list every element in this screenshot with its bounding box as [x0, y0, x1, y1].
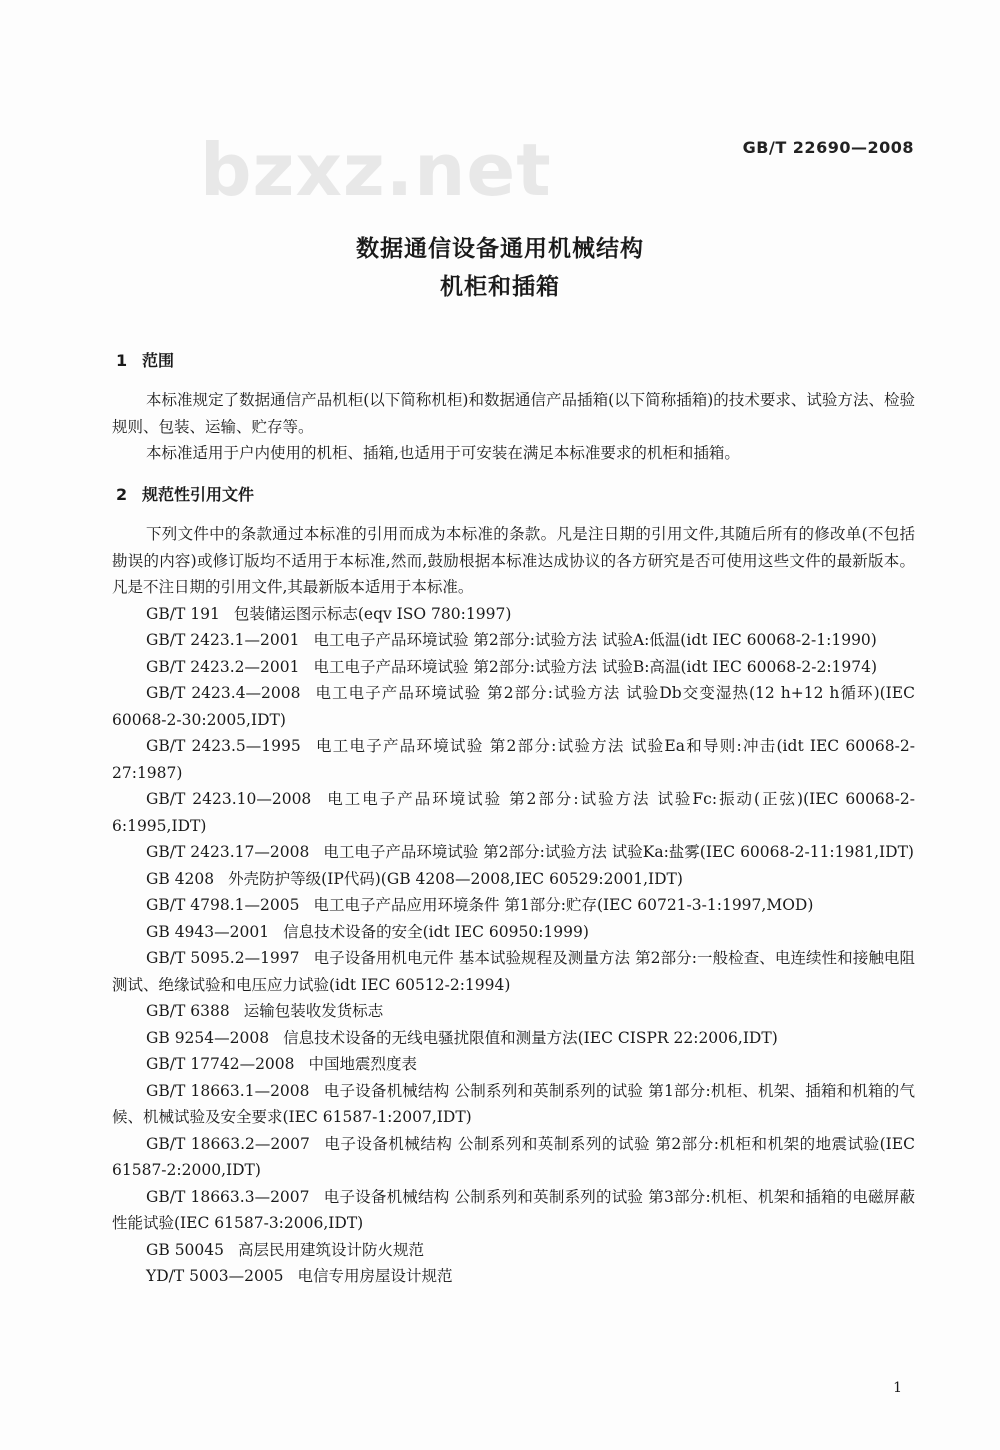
reference-title: 电信专用房屋设计规范	[297, 1267, 453, 1285]
reference-item	[112, 1078, 915, 1131]
reference-title: 信息技术设备的无线电骚扰限值和测量方法(IEC CISPR 22:2006,IDT)	[283, 1028, 778, 1047]
reference-item	[112, 733, 915, 786]
reference-code: GB/T 4798.1—2005	[146, 896, 300, 914]
paragraph: 本标准适用于户内使用的机柜、插箱,也适用于可安装在满足本标准要求的机柜和插箱。	[146, 444, 740, 462]
reference-code: GB/T 2423.2—2001	[146, 657, 300, 676]
paragraph: 本标准规定了数据通信产品机柜(以下简称机柜)和数据通信产品插箱(以下简称插箱)的技术要求、试验方法、检验规则、包装、运输、贮存等。	[112, 391, 915, 436]
reference-code: GB 50045	[146, 1240, 225, 1259]
reference-code: GB 4208	[146, 869, 215, 888]
document-subtitle: 机柜和插箱	[440, 274, 560, 300]
reference-code: GB/T 2423.5—1995	[146, 737, 301, 755]
reference-list	[112, 601, 915, 1290]
reference-title: 运输包装收发货标志	[243, 1002, 384, 1020]
reference-title: 电子设备机械结构 公制系列和英制系列的试验 第1部分:机柜、机架、插箱和机箱的气候、机械试验及安全要求(IEC 61587-1:2007,IDT)	[112, 1081, 915, 1126]
reference-code: GB/T 2423.1—2001	[146, 631, 300, 649]
page-number: 1	[893, 1380, 902, 1396]
reference-item	[112, 1025, 915, 1052]
watermark: bzxz.net	[200, 128, 552, 212]
reference-code: GB 4943—2001	[146, 922, 270, 941]
section-1-title: 范围	[142, 351, 175, 370]
reference-item	[112, 1051, 915, 1078]
reference-item	[112, 601, 915, 628]
reference-title: 电工电子产品环境试验 第2部分:试验方法 试验Ka:盐雾(IEC 60068-2-11:1981,IDT)	[323, 843, 914, 861]
reference-code: GB/T 2423.4—2008	[146, 684, 301, 702]
reference-item	[112, 627, 915, 654]
reference-code: GB/T 191	[146, 604, 220, 623]
reference-item	[112, 839, 915, 866]
reference-code: GB/T 18663.3—2007	[146, 1187, 310, 1206]
section-1-heading	[116, 348, 174, 371]
reference-title: 电工电子产品环境试验 第2部分:试验方法 试验Fc:振动(正弦)(IEC 60068-2-6:1995,IDT)	[112, 790, 915, 835]
section-1-body	[112, 387, 915, 467]
reference-code: GB/T 17742—2008	[146, 1055, 295, 1073]
reference-title: 电工电子产品应用环境条件 第1部分:贮存(IEC 60721-3-1:1997,MOD)	[313, 896, 814, 914]
reference-item	[112, 786, 915, 839]
reference-code: GB/T 18663.1—2008	[146, 1081, 310, 1100]
reference-item	[112, 945, 915, 998]
reference-title: 电工电子产品环境试验 第2部分:试验方法 试验Ea和导则:冲击(idt IEC 60068-2-27:1987)	[112, 737, 915, 782]
reference-title: 电工电子产品环境试验 第2部分:试验方法 试验B:高温(idt IEC 60068-2-2:1974)	[313, 657, 878, 676]
reference-code: GB/T 6388	[146, 1002, 230, 1020]
reference-title: 高层民用建筑设计防火规范	[238, 1240, 425, 1259]
reference-item	[112, 919, 915, 946]
section-2-number: 2	[116, 485, 128, 504]
reference-title: 电工电子产品环境试验 第2部分:试验方法 试验Db交变湿热(12 h+12 h循环)(IEC 60068-2-30:2005,IDT)	[112, 684, 915, 729]
document-title: 数据通信设备通用机械结构	[356, 236, 644, 262]
reference-item	[112, 998, 915, 1025]
reference-title: 电子设备机械结构 公制系列和英制系列的试验 第3部分:机柜、机架和插箱的电磁屏蔽性能试验(IEC 61587-3:2006,IDT)	[112, 1187, 915, 1232]
reference-item	[112, 892, 915, 919]
standard-code: GB/T 22690—2008	[742, 138, 914, 157]
section-2-heading	[116, 482, 254, 505]
reference-title: 外壳防护等级(IP代码)(GB 4208—2008,IEC 60529:2001,IDT)	[228, 869, 683, 888]
reference-code: GB/T 18663.2—2007	[146, 1134, 310, 1153]
reference-item	[112, 1263, 915, 1290]
section-2-body	[112, 521, 915, 1290]
reference-item	[112, 866, 915, 893]
reference-title: 中国地震烈度表	[308, 1055, 418, 1073]
section-2-title: 规范性引用文件	[142, 485, 255, 504]
reference-code: YD/T 5003—2005	[146, 1267, 284, 1285]
reference-code: GB 9254—2008	[146, 1028, 270, 1047]
reference-title: 电工电子产品环境试验 第2部分:试验方法 试验A:低温(idt IEC 60068-2-1:1990)	[313, 631, 877, 649]
reference-code: GB/T 5095.2—1997	[146, 949, 300, 967]
reference-code: GB/T 2423.17—2008	[146, 843, 310, 861]
reference-title: 电子设备用机电元件 基本试验规程及测量方法 第2部分:一般检查、电连续性和接触电阻测试、绝缘试验和电压应力试验(idt IEC 60512-2:1994)	[112, 949, 915, 994]
reference-title: 信息技术设备的安全(idt IEC 60950:1999)	[283, 922, 589, 941]
reference-item	[112, 1131, 915, 1184]
reference-item	[112, 680, 915, 733]
reference-item	[112, 654, 915, 681]
section-1-number: 1	[116, 351, 128, 370]
paragraph: 下列文件中的条款通过本标准的引用而成为本标准的条款。凡是注日期的引用文件,其随后所有的修改单(不包括勘误的内容)或修订版均不适用于本标准,然而,鼓励根据本标准达成协议的各方研究是否可使用这些文件的最新版本。凡是不注日期的引用文件,其最新版本适用于本标准。	[112, 525, 915, 596]
reference-code: GB/T 2423.10—2008	[146, 790, 312, 808]
reference-item	[112, 1184, 915, 1237]
reference-title: 电子设备机械结构 公制系列和英制系列的试验 第2部分:机柜和机架的地震试验(IEC 61587-2:2000,IDT)	[112, 1134, 915, 1179]
reference-item	[112, 1237, 915, 1264]
reference-title: 包装储运图示标志(eqv ISO 780:1997)	[233, 604, 512, 623]
